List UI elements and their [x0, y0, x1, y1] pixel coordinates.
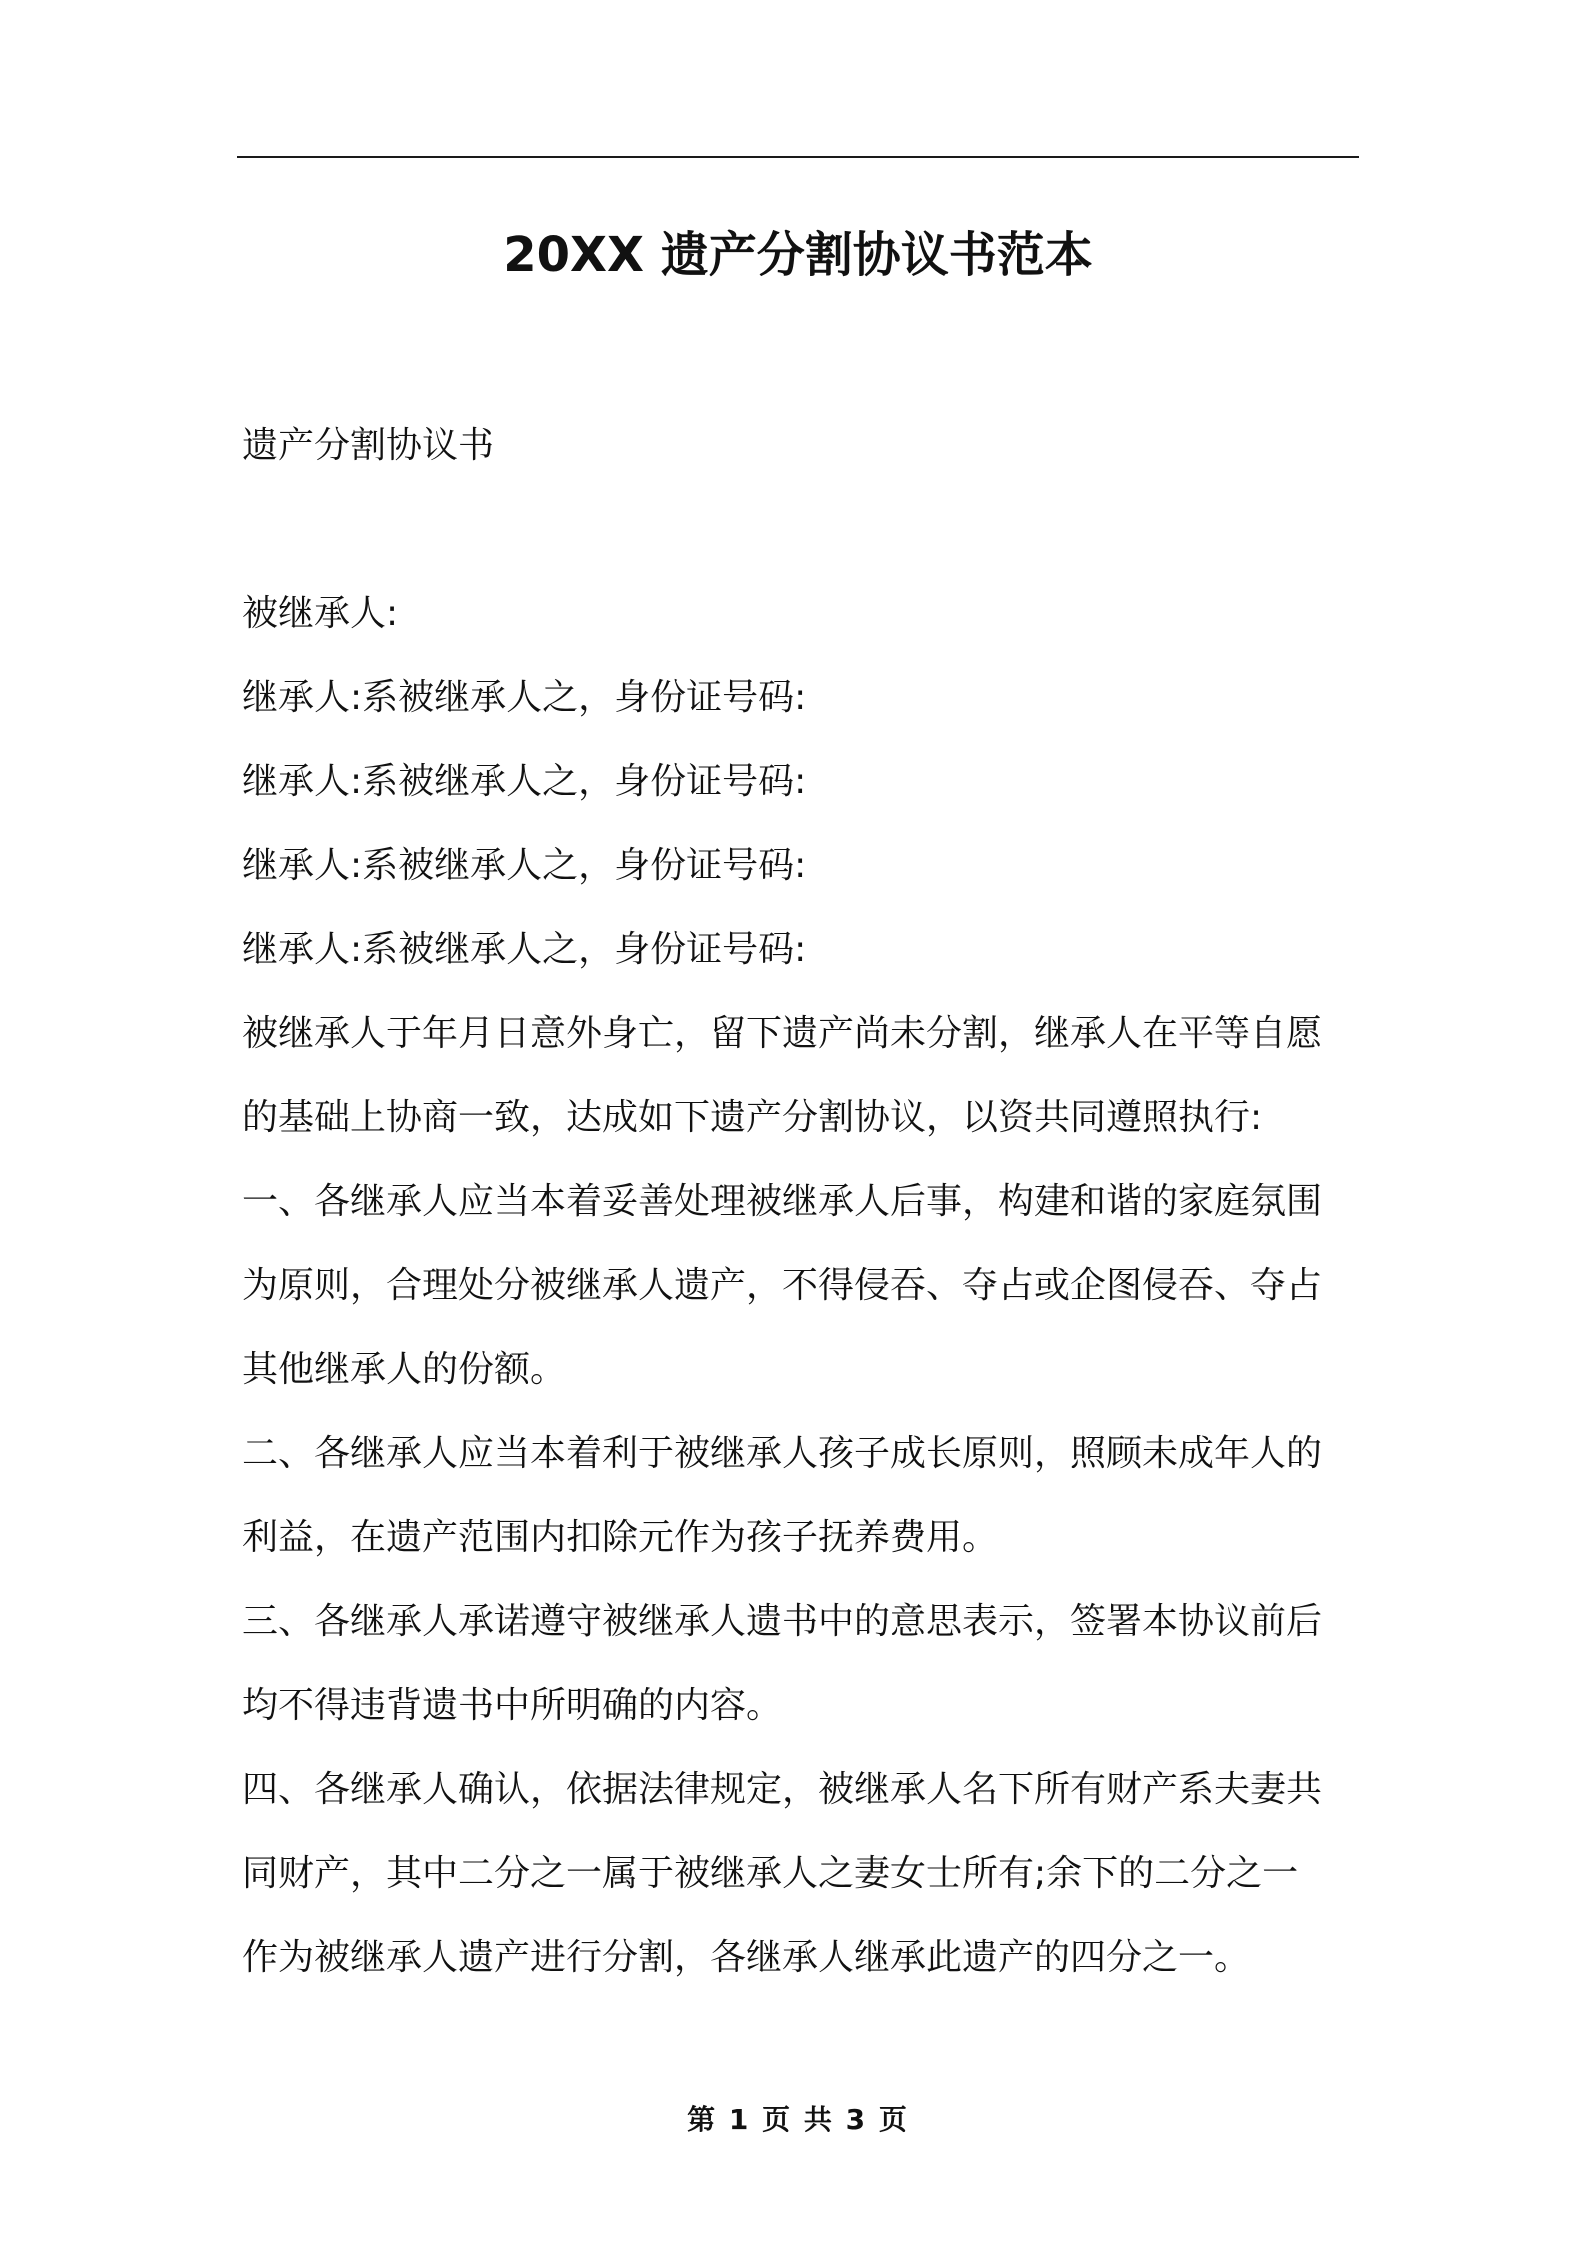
text-line: 四、各继承人确认，依据法律规定，被继承人名下所有财产系夫妻共: [242, 1769, 1323, 1810]
text-line: 继承人:系被继承人之，身份证号码:: [242, 845, 807, 886]
paragraph-heir-2: [242, 740, 1364, 824]
text-line: 一、各继承人应当本着妥善处理被继承人后事，构建和谐的家庭氛围: [242, 1181, 1323, 1222]
text-line: 被继承人于年月日意外身亡，留下遗产尚未分割，继承人在平等自愿: [242, 1013, 1323, 1054]
document-title: 20XX 遗产分割协议书范本: [503, 227, 1093, 283]
text-line: 利益，在遗产范围内扣除元作为孩子抚养费用。: [242, 1517, 999, 1558]
text-line: 继承人:系被继承人之，身份证号码:: [242, 929, 807, 970]
text-line: 为原则，合理处分被继承人遗产，不得侵吞、夺占或企图侵吞、夺占: [242, 1265, 1323, 1306]
paragraph-clause-3: [242, 1580, 1364, 1748]
document-subtitle: 遗产分割协议书: [242, 425, 495, 466]
text-line: 作为被继承人遗产进行分割，各继承人继承此遗产的四分之一。: [242, 1937, 1251, 1978]
paragraph-clause-2: [242, 1412, 1364, 1580]
paragraph-heir-3: [242, 824, 1364, 908]
paragraph-preamble: [242, 992, 1364, 1160]
text-line: 均不得违背遗书中所明确的内容。: [242, 1685, 783, 1726]
paragraph-heir-1: [242, 656, 1364, 740]
paragraph-clause-4: [242, 1748, 1364, 2000]
page-number-footer: 第 1 页 共 3 页: [687, 2103, 909, 2136]
text-line: 三、各继承人承诺遵守被继承人遗书中的意思表示，签署本协议前后: [242, 1601, 1323, 1642]
document-body: [242, 404, 1364, 2000]
paragraph-heir-4: [242, 908, 1364, 992]
text-line: 二、各继承人应当本着利于被继承人孩子成长原则，照顾未成年人的: [242, 1433, 1323, 1474]
paragraph-clause-1: [242, 1160, 1364, 1412]
paragraph-decedent: [242, 572, 1364, 656]
header-rule: [237, 156, 1359, 158]
text-line: 的基础上协商一致，达成如下遗产分割协议，以资共同遵照执行:: [242, 1097, 1263, 1138]
text-line: 同财产，其中二分之一属于被继承人之妻女士所有;余下的二分之一: [242, 1853, 1299, 1894]
text-line: 其他继承人的份额。: [242, 1349, 567, 1390]
text-line: 继承人:系被继承人之，身份证号码:: [242, 761, 807, 802]
text-line: 继承人:系被继承人之，身份证号码:: [242, 677, 807, 718]
text-line: 被继承人:: [242, 593, 399, 634]
